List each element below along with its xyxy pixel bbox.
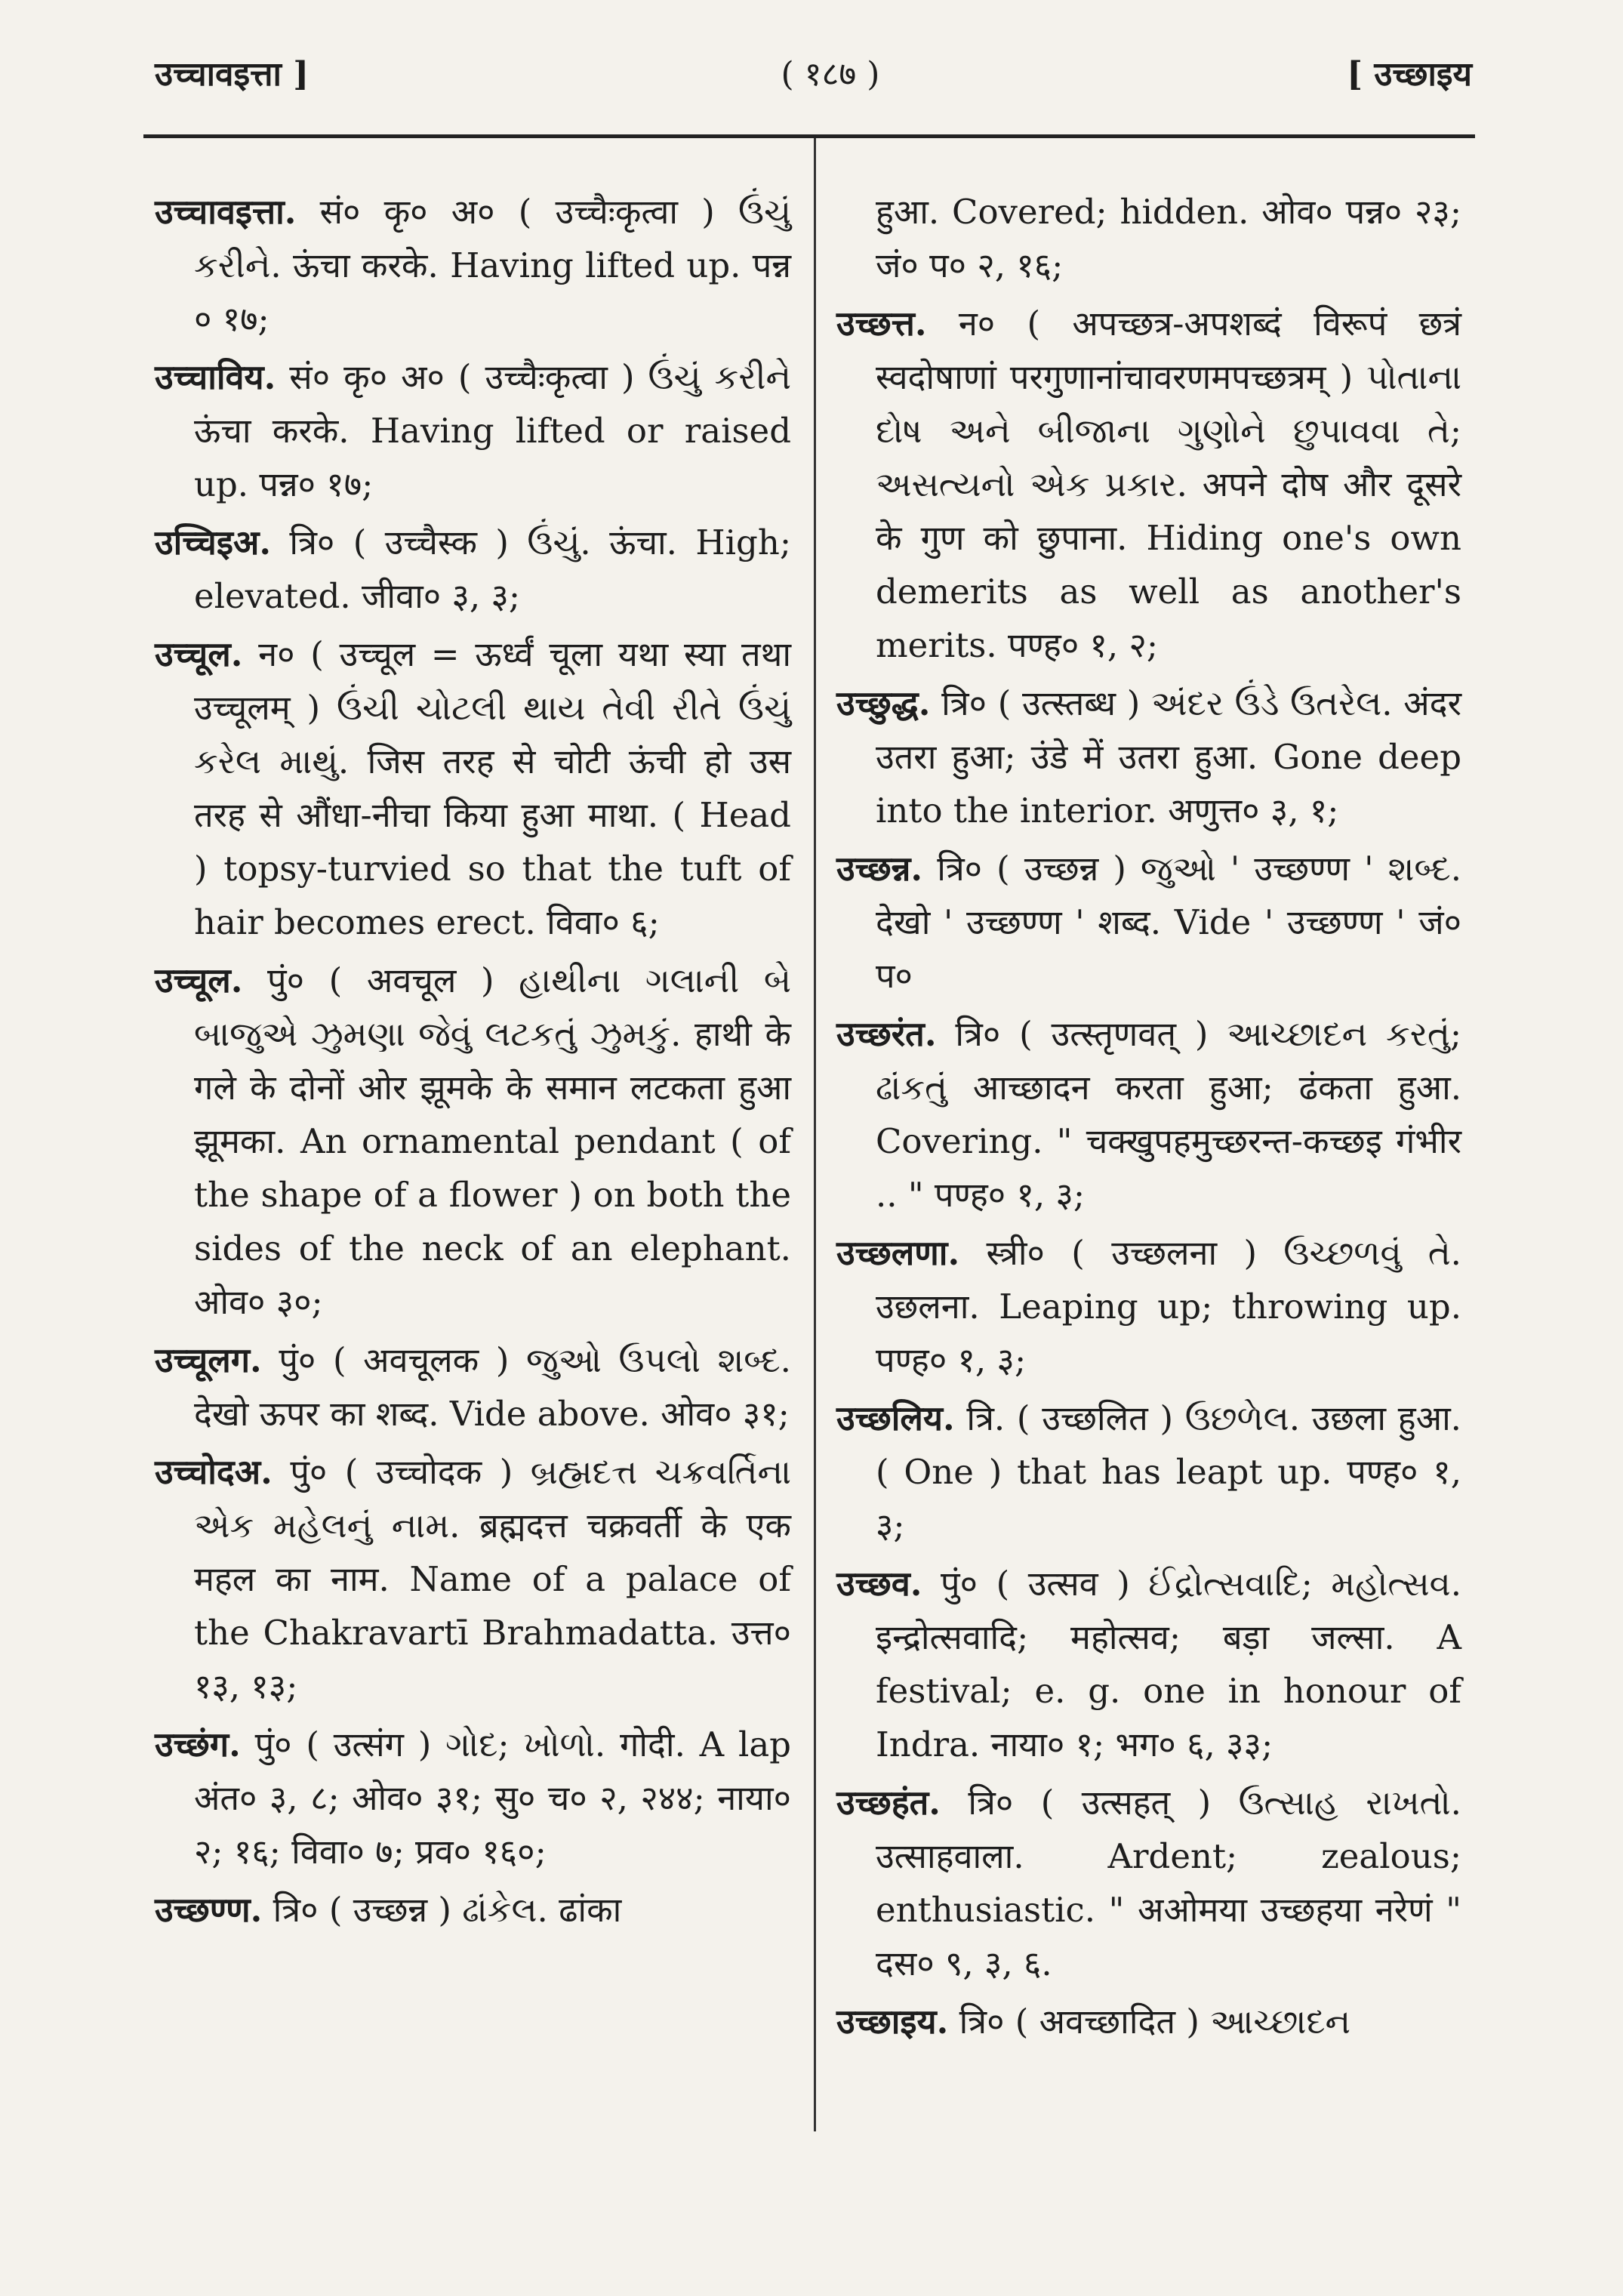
headword: उच्चूल. [155, 960, 243, 1000]
dictionary-entry [155, 1718, 791, 1878]
dictionary-entry [155, 627, 791, 949]
headword: उच्चिइअ. [155, 522, 271, 562]
headword: उच्चाविय. [155, 357, 276, 397]
header-rule [143, 134, 1475, 138]
dictionary-entry [155, 350, 791, 511]
right-column [836, 185, 1461, 2053]
running-head-left: उच्चावइत्ता ] [155, 55, 310, 94]
dictionary-entry-continuation [836, 185, 1461, 292]
dictionary-entry [155, 185, 791, 346]
dictionary-entry [836, 842, 1461, 1003]
headword: उच्छन्न. [836, 849, 923, 889]
dictionary-entry [836, 1995, 1461, 2048]
entry-body: त्रि० ( उत्स्तृणवत् ) આચ્છાદન કરતું; ઢાંકતું आच्छादन करता हुआ; ढंकता हुआ. Covering. " चक्खुपहमुच्छरन्त-कच्छइ गंभीर .. " पण्ह० १, ३; [876, 1014, 1461, 1215]
entry-body: पुं० ( उच्चोदक ) બ્રહ્મદત્ત ચક્રવર્તિના એક મહેલનું નામ. ब्रह्मदत्त चक्रवर्ती के एक महल का नाम. Name of a palace of the Chakravartī Brahmadatta. उत्त० १३, १३; [194, 1452, 791, 1706]
entry-body: त्रि० ( उच्छन्न ) ઢાંકેલ. ढांका [262, 1890, 622, 1930]
dictionary-entry [836, 1226, 1461, 1387]
entry-body: पुं० ( उत्सव ) ઈંદ્રોત્સવાદિ; મહોત્સવ. इन्द्रोत्सवादि; महोत्सव; बड़ा जल्सा. A festival; e. g. one in honour of Indra. नाया० १; भग० ६, ३३; [876, 1564, 1461, 1764]
headword: उच्छत्त. [836, 304, 927, 344]
entry-body: पुं० ( उत्संग ) ગોદ; ખોળો. गोदी. A lap अंत० ३, ८; ओव० ३१; सु० च० २, २४४; नाया० २; १६; विवा० ७; प्रव० १६०; [194, 1724, 791, 1872]
headword: उच्छलणा. [836, 1233, 960, 1273]
dictionary-entry [155, 1445, 791, 1713]
dictionary-entry [155, 954, 791, 1329]
dictionary-entry [155, 516, 791, 623]
page-number: ( १८७ ) [781, 55, 880, 94]
headword: उच्छरंत. [836, 1014, 937, 1054]
dictionary-entry [155, 1883, 791, 1937]
entry-body: त्रि० ( उच्छन्न ) જુઓ ' उच्छण्ण ' શબ્દ. देखो ' उच्छण्ण ' शब्द. Vide ' उच्छण्ण ' जं० प० [876, 849, 1461, 996]
entry-body: त्रि० ( उत्स्तब्ध ) અંદર ઉંડે ઉતરેલ. अंदर उतरा हुआ; उंडे में उतरा हुआ. Gone deep into the interior. अणुत्त० ३, १; [876, 683, 1461, 831]
column-divider [814, 138, 816, 2131]
headword: उच्चूल. [155, 634, 243, 674]
headword: उच्छहंत. [836, 1783, 941, 1823]
entry-body: पुं० ( अवचूलक ) જુઓ ઉપલો શબ્દ. देखो ऊपर का शब्द. Vide above. ओव० ३१; [194, 1340, 791, 1434]
entry-body: पुं० ( अवचूल ) હાથીના ગલાની બે બાજુએ ઝુમણા જેવું લટકતું ઝુમકું. हाथी के गले के दोनों ओर झूमके के समान लटकता हुआ झूमका. An ornamental pendant ( of the shape of a flower ) on both the sides of the neck of an elephant. ओव० ३०; [194, 960, 791, 1322]
headword: उच्छलिय. [836, 1398, 955, 1438]
headword: उच्छंग. [155, 1724, 241, 1764]
entry-body: सं० कृ० अ० ( उच्चैःकृत्वा ) ઉંચું કરીને ऊंचा करके. Having lifted or raised up. पन्न० १७; [194, 357, 791, 504]
dictionary-entry [836, 1776, 1461, 1990]
dictionary-entry [836, 297, 1461, 672]
entry-body: सं० कृ० अ० ( उच्चैःकृत्वा ) ઉંચું કરીને. ऊंचा करके. Having lifted up. पन्न ० १७; [194, 192, 791, 339]
entry-body: स्त्री० ( उच्छलना ) ઉચ્છળવું તે. उछलना. Leaping up; throwing up. पण्ह० १, ३; [876, 1233, 1461, 1380]
left-column [155, 185, 791, 1941]
entry-body: त्रि० ( उच्चैस्क ) ઉંચું. ऊंचा. High; elevated. जीवा० ३, ३; [194, 522, 791, 616]
dictionary-entry [836, 1007, 1461, 1222]
entry-body: न० ( उच्चूल = ऊर्ध्वं चूला यथा स्या तथा उच्चूलम् ) ઉંચી ચોટલી થાય તેવી રીતે ઉંચું કરેલ માથું. जिस तरह से चोटी ऊंची हो उस तरह से औंधा-नीचा किया हुआ माथा. ( Head ) topsy-turvied so that the tuft of hair becomes erect. विवा० ६; [194, 634, 791, 942]
entry-body: त्रि० ( उत्सहत् ) ઉત્સાહ રાખતો. उत्साहवाला. Ardent; zealous; enthusiastic. " अओमया उच्छहया नरेणं " दस० ९, ३, ६. [876, 1783, 1461, 1983]
dictionary-entry [836, 1557, 1461, 1771]
dictionary-entry [836, 1391, 1461, 1552]
running-head-right: [ उच्छाइय [1347, 55, 1472, 94]
dictionary-entry [836, 676, 1461, 837]
dictionary-entry [155, 1333, 791, 1441]
entry-body: त्रि. ( उच्छलित ) ઉછળેલ. उछला हुआ. ( One ) that has leapt up. पण्ह० १, ३; [876, 1398, 1461, 1546]
headword: उच्छाइय. [836, 2002, 949, 2042]
headword: उच्छव. [836, 1564, 922, 1604]
headword: उच्चावइत्ता. [155, 192, 297, 232]
headword: उच्चोदअ. [155, 1452, 273, 1492]
headword: उच्चूलग. [155, 1340, 262, 1380]
entry-body: न० ( अपच्छत्र-अपशब्दं विरूपं छत्रं स्वदोषाणां परगुणानांचावरणमपच्छत्रम् ) પોતાના દોષ અને બીજાના ગુણોને છુપાવવા તે; અસત્યનો એક પ્રકાર. अपने दोष और दूसरे के गुण को छुपाना. Hiding one's own demerits as well as another's merits. पण्ह० १, २; [876, 304, 1461, 665]
entry-body: त्रि० ( अवच्छादित ) આચ્છાદન [948, 2002, 1351, 2042]
headword: उच्छण्ण. [155, 1890, 263, 1930]
entry-body: हुआ. Covered; hidden. ओव० पन्न० २३; जं० प० २, १६; [876, 192, 1461, 285]
headword: उच्छुद्ध. [836, 683, 931, 723]
